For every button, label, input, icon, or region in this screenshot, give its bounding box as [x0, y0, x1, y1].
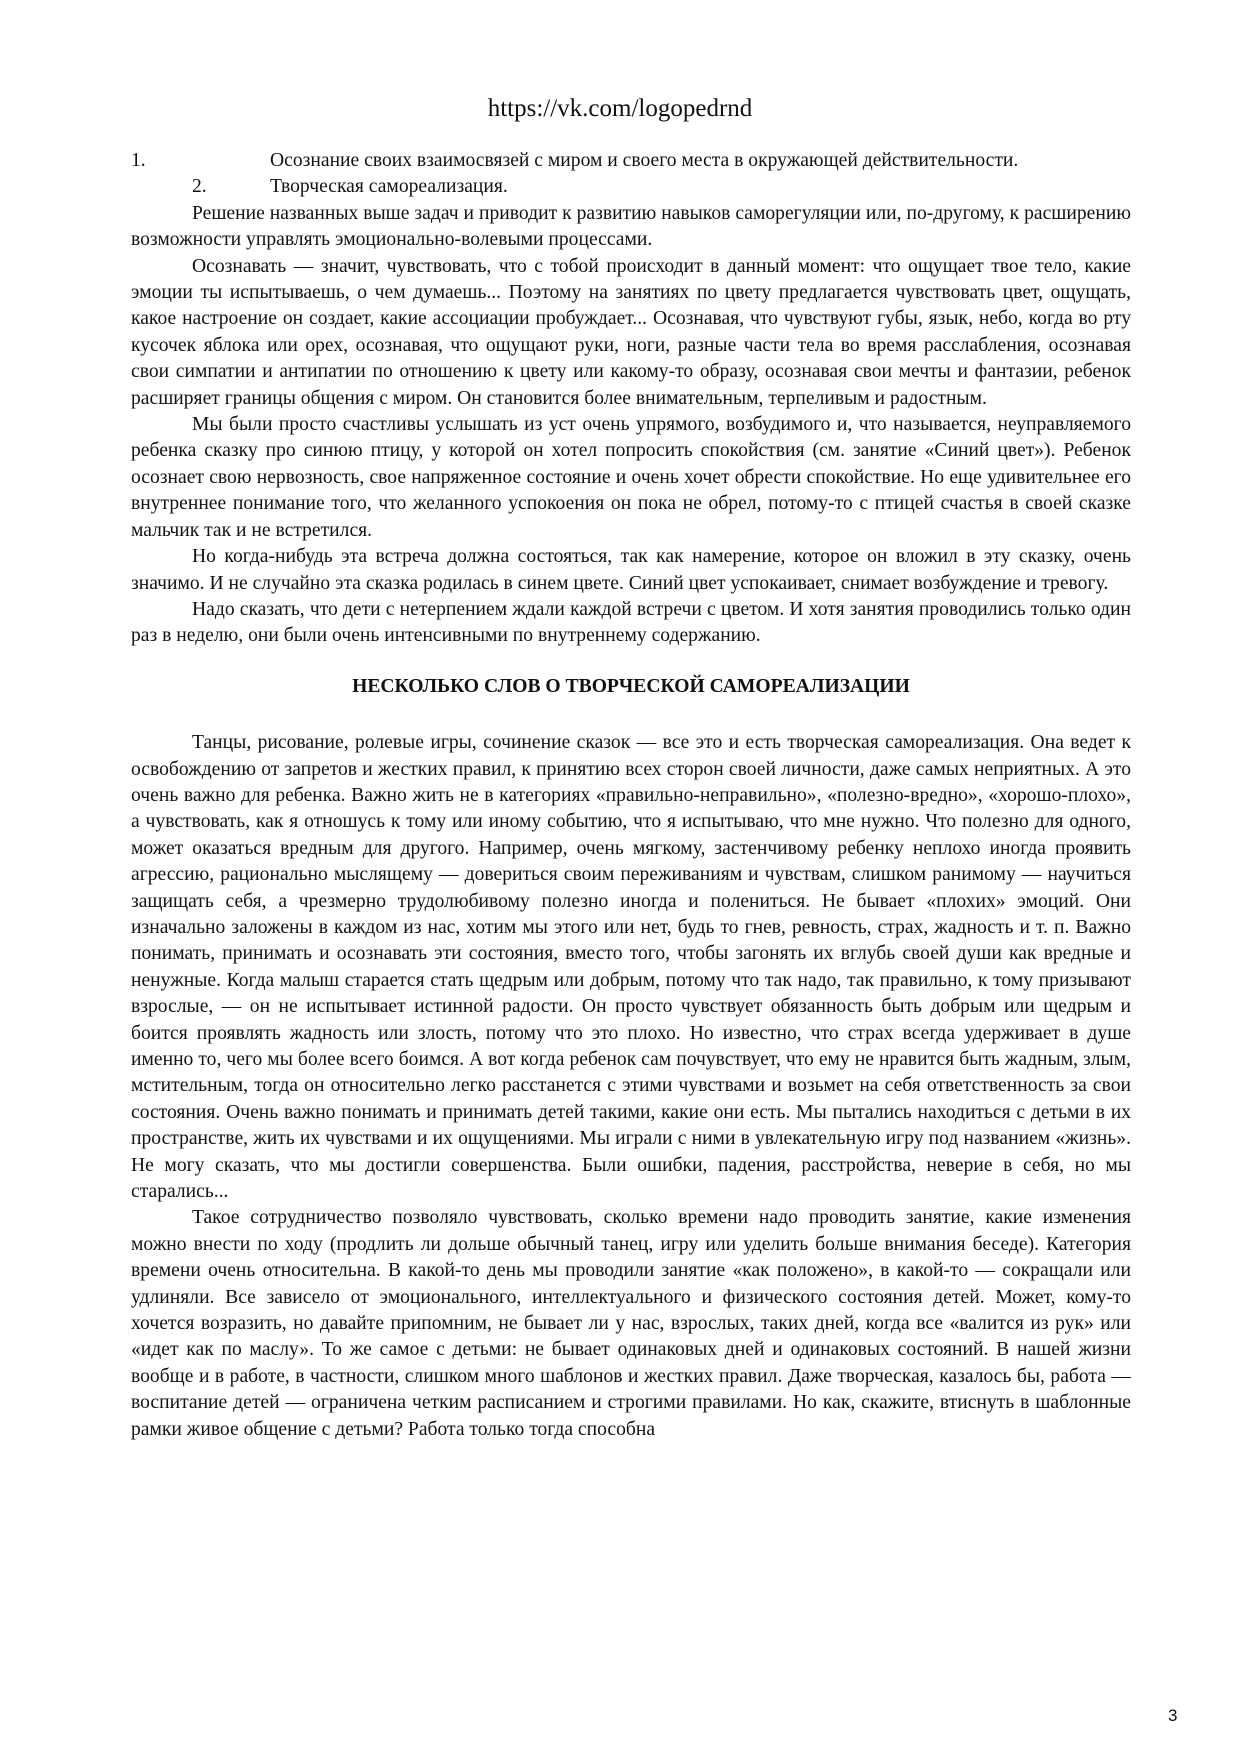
page-number: 3	[1168, 1706, 1178, 1725]
list-text-2: Творческая самореализация.	[270, 176, 508, 198]
numbered-item-1	[131, 148, 1131, 174]
paragraph: Решение названных выше задач и приводит к развитию навыков саморегуляции или, по-другому, к расширению возможности управлять эмоционально-волевыми процессами.	[131, 202, 1131, 251]
paragraph: Надо сказать, что дети с нетерпением ждали каждой встречи с цветом. И хотя занятия проводились только один раз в неделю, они были очень интенсивными по внутреннему содержанию.	[131, 598, 1131, 647]
paragraph: Мы были просто счастливы услышать из уст очень упрямого, возбудимого и, что называется, неуправляемого ребенка сказку про синюю птицу, у которой он хотел попросить спокойствия (см. занятие «Синий цвет»). Ребенок осознает свою нервозность, свое напряженное состояние и очень хочет обрести спокойствие. Но еще удивительнее его внутреннее понимание того, что желанного успокоения он пока не обрел, потому-то с птицей счастья в своей сказке мальчик так и не встретился.	[131, 414, 1131, 541]
list-number-2: 2.	[192, 176, 207, 198]
document-body	[131, 148, 1131, 1443]
paragraph: Но когда-нибудь эта встреча должна состояться, так как намерение, которое он вложил в эту сказку, очень значимо. И не случайно эта сказка родилась в синем цвете. Синий цвет успокаивает, снимает возбуждение и тревогу.	[131, 546, 1131, 594]
numbered-item-2	[131, 174, 1131, 200]
list-text-1: Осознание своих взаимосвязей с миром и своего места в окружающей действительности.	[270, 150, 1019, 171]
list-number-1: 1.	[131, 150, 146, 171]
section-heading: НЕСКОЛЬКО СЛОВ О ТВОРЧЕСКОЙ САМОРЕАЛИЗАЦИИ	[352, 675, 910, 697]
section-paragraph: Такое сотрудничество позволяло чувствовать, сколько времени надо проводить занятие, какие изменения можно внести по ходу (продлить ли дольше обычный танец, игру или уделить больше внимания беседе). Категория времени очень относительна. В какой-то день мы проводили занятие «как положено», в какой-то — сокращали или удлиняли. Все зависело от эмоционального, интеллектуального и физического состояния детей. Может, кому-то хочется возразить, но давайте припомним, не бывает ли у нас, взрослых, таких дней, когда все «валится из рук» или «идет как по маслу». То же самое с детьми: не бывает одинаковых дней и одинаковых состояний. В нашей жизни вообще и в работе, в частности, слишком много шаблонов и жестких правил. Даже творческая, казалось бы, работа — воспитание детей — ограничена четким расписанием и строгими правилами. Но как, скажите, втиснуть в шаблонные рамки живое общение с детьми? Работа только тогда способна	[131, 1207, 1131, 1440]
section-paragraph: Танцы, рисование, ролевые игры, сочинение сказок — все это и есть творческая самореализация. Она ведет к освобождению от запретов и жестких правил, к принятию всех сторон своей личности, даже самых неприятных. А это очень важно для ребенка. Важно жить не в категориях «правильно-неправильно», «полезно-вредно», «хорошо-плохо», а чувствовать, как я отношусь к тому или иному событию, что я испытываю, что мне нужно. Что полезно для одного, может оказаться вредным для другого. Например, очень мягкому, застенчивому ребенку неплохо иногда проявить агрессию, рационально мыслящему — довериться своим переживаниям и чувствам, слишком ранимому — научиться защищать себя, а чрезмерно трудолюбивому полезно иногда и полениться. Не бывает «плохих» эмоций. Они изначально заложены в каждом из нас, хотим мы этого или нет, будь то гнев, ревность, страх, жадность и т. п. Важно понимать, принимать и осознавать эти состояния, вместо того, чтобы загонять их вглубь своей души как вредные и ненужные. Когда малыш старается стать щедрым или добрым, потому что так надо, так правильно, к тому призывают взрослые, — он не испытывает истинной радости. Он просто чувствует обязанность быть добрым или щедрым и боится проявлять жадность или злость, потому что это плохо. Но известно, что страх всегда удерживает в душе именно то, чего мы более всего боимся. А вот когда ребенок сам почувствует, что ему не нравится быть жадным, злым, мстительным, тогда он относительно легко расстанется с этими чувствами и возьмет на себя ответственность за свои состояния. Очень важно понимать и принимать детей такими, какие они есть. Мы пытались находиться с детьми в их пространстве, жить их чувствами и их ощущениями. Мы играли с ними в увлекательную игру под названием «жизнь». Не могу сказать, что мы достигли совершенства. Были ошибки, падения, расстройства, неверие в себя, но мы старались...	[131, 732, 1131, 1203]
header-url[interactable]: https://vk.com/logopedrnd	[487, 95, 753, 122]
paragraph: Осознавать — значит, чувствовать, что с тобой происходит в данный момент: что ощущает твое тело, какие эмоции ты испытываешь, о чем думаешь... Поэтому на занятиях по цвету предлагается чувствовать цвет, ощущать, какое настроение он создает, какие ассоциации пробуждает... Осознавая, что чувствуют губы, язык, небо, когда во рту кусочек яблока или орех, осознавая, что ощущают руки, ноги, разные части тела во время расслабления, осознавая свои симпатии и антипатии по отношению к цвету или какому-то образу, осознавая свои мечты и фантазии, ребенок расширяет границы общения с миром. Он становится более внимательным, терпеливым и радостным.	[131, 255, 1131, 409]
